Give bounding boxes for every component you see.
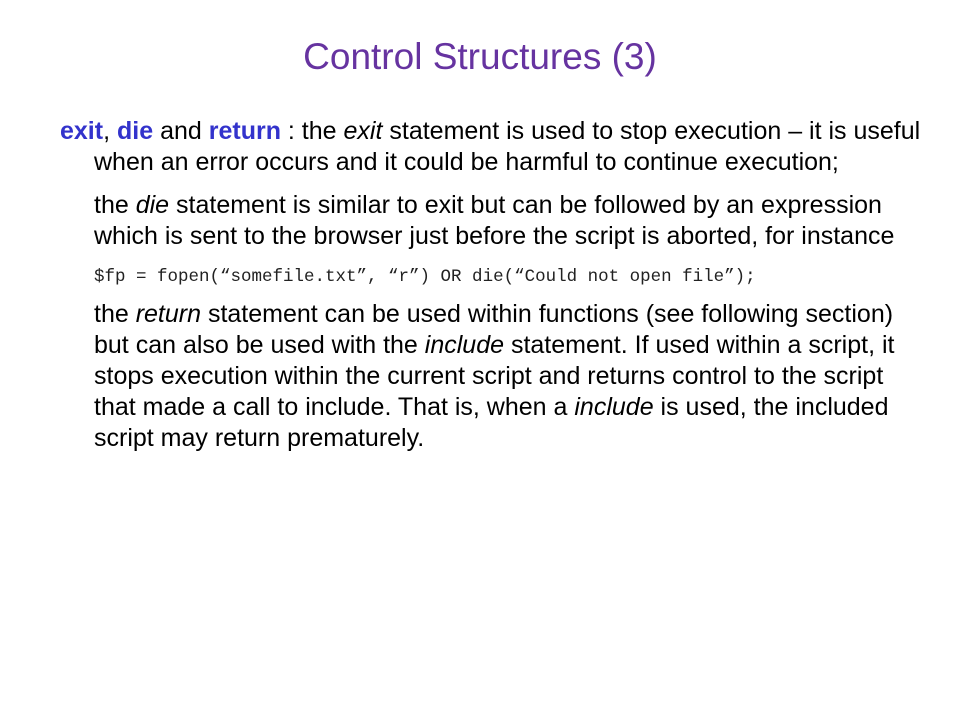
text: statement is similar to exit but can be followed by an expression which is sent to the browser just before the script is aborted, for instance	[94, 191, 895, 250]
separator: and	[153, 117, 209, 145]
keyword-die: die	[117, 117, 154, 145]
code-example: $fp = fopen(“somefile.txt”, “r”) OR die(“Could not open file”);	[94, 267, 756, 287]
keyword-exit: exit	[60, 117, 104, 145]
text: statement is used to stop execution – it is useful when an error occurs and it could be harmful to continue execution;	[94, 117, 921, 176]
keyword-return: return	[208, 117, 281, 145]
slide-title: Control Structures (3)	[303, 36, 657, 77]
text: is used, the included script may return prematurely.	[94, 393, 889, 452]
emphasis-return: return	[135, 300, 202, 328]
text: : the	[280, 117, 344, 145]
emphasis-include: include	[424, 331, 505, 359]
emphasis-exit: exit	[343, 117, 383, 145]
paragraph-return	[60, 299, 930, 454]
text: the	[94, 300, 136, 328]
text: statement can be used within functions (see following section) but can also be used with the	[94, 300, 894, 359]
paragraph-die	[60, 190, 930, 252]
emphasis-include: include	[574, 393, 654, 421]
emphasis-die: die	[135, 191, 170, 219]
separator: ,	[103, 117, 117, 145]
text: the	[94, 191, 136, 219]
text: statement. If used within a script, it stops execution within the current script and returns control to the script that made a call to include. That is, when a	[94, 331, 895, 421]
slide-body	[60, 116, 930, 466]
paragraph-exit-die-return	[60, 116, 930, 178]
